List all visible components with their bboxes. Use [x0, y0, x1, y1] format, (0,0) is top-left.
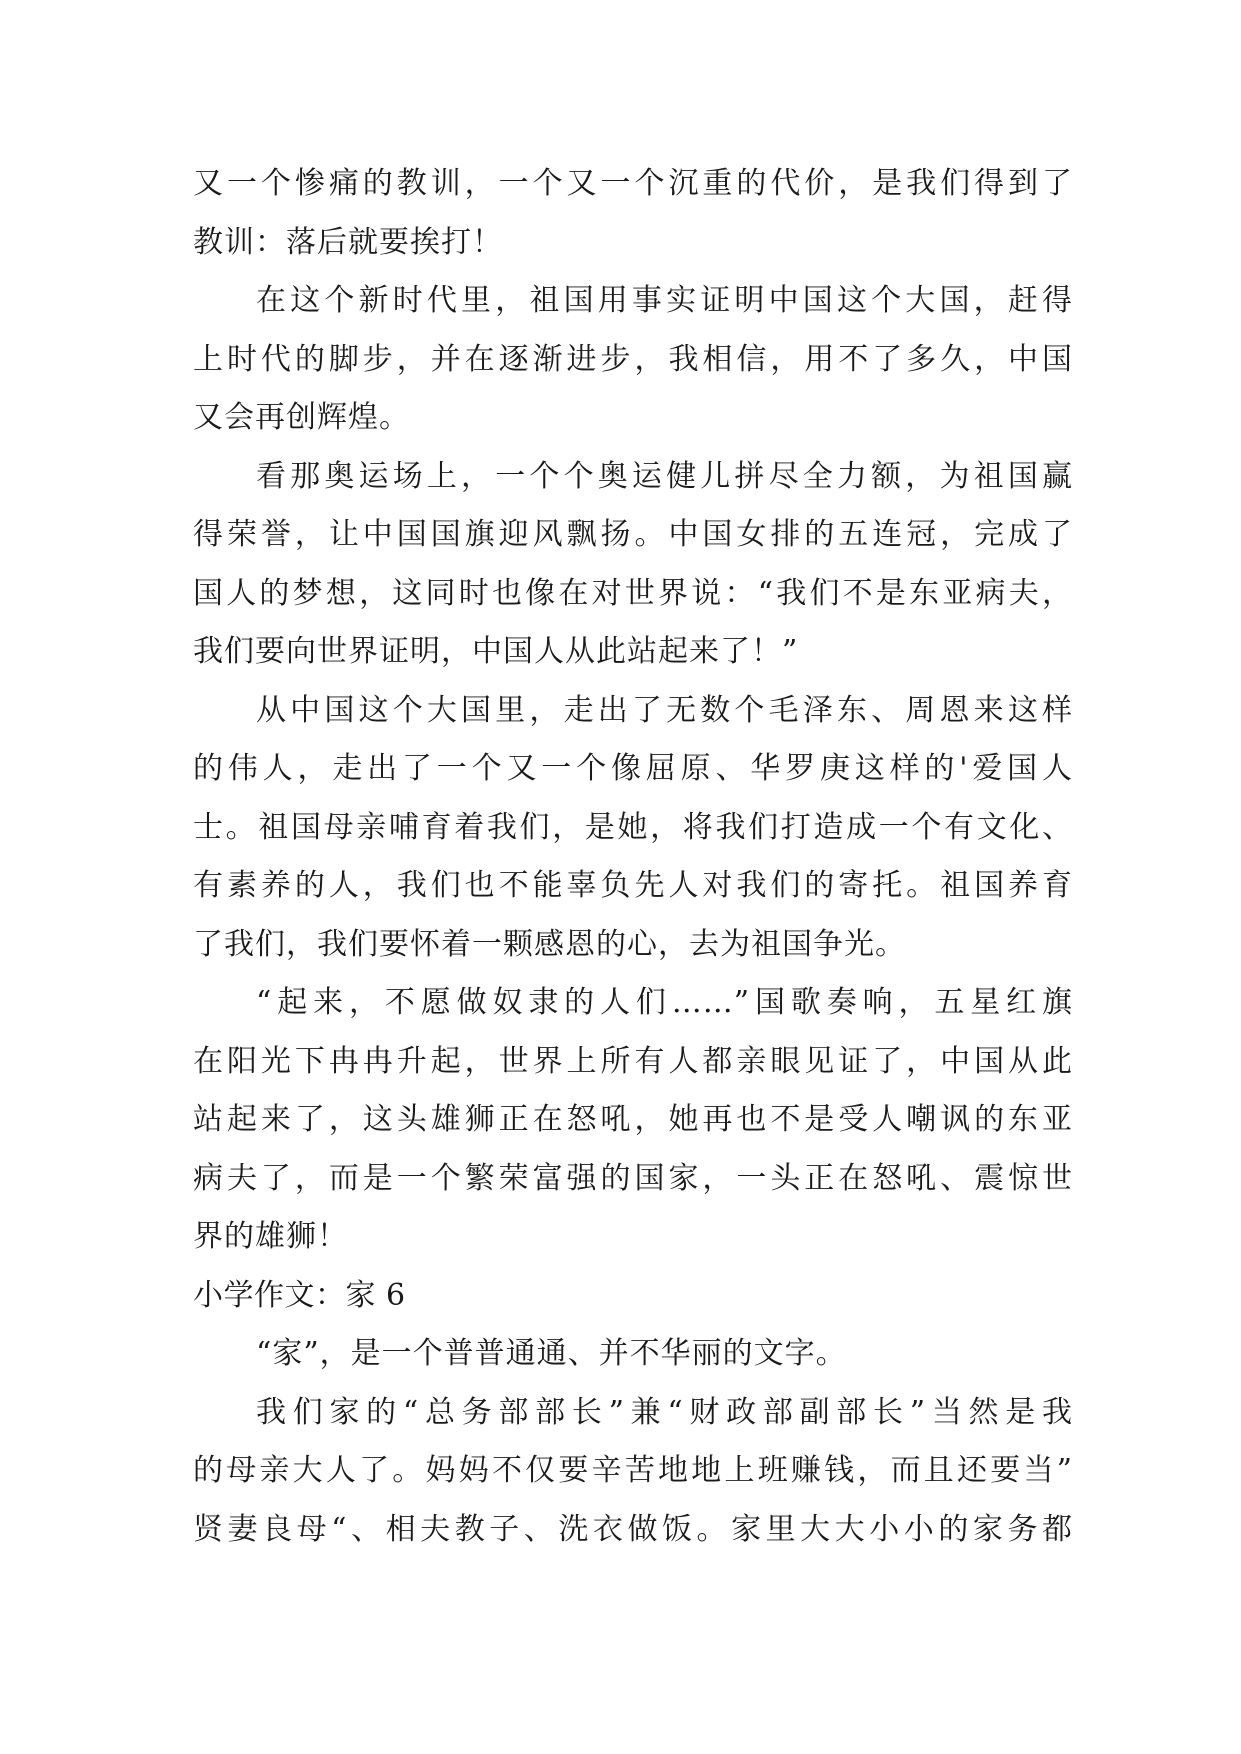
- text-line: 有素养的人，我们也不能辜负先人对我们的寄托。祖国养育: [193, 868, 1073, 903]
- text-line: 上时代的脚步，并在逐渐进步，我相信，用不了多久，中国: [193, 341, 1073, 377]
- section-heading: 小学作文：家 6: [193, 1277, 406, 1313]
- text-line: 得荣誉，让中国国旗迎风飘扬。中国女排的五连冠，完成了: [193, 517, 1073, 552]
- text-line: 界的雄狮！: [193, 1219, 348, 1254]
- text-line: 的母亲大人了。妈妈不仅要辛苦地地上班赚钱，而且还要当”: [193, 1453, 1073, 1488]
- text-line: 又会再创辉煌。: [193, 400, 410, 435]
- paragraph-start-line: 从中国这个大国里，走出了无数个毛泽东、周恩来这样: [256, 692, 1073, 728]
- text-line: 病夫了，而是一个繁荣富强的国家，一头正在怒吼、震惊世: [193, 1160, 1073, 1196]
- essay-text: [193, 155, 1073, 1559]
- text-line: 在阳光下冉冉升起，世界上所有人都亲眼见证了，中国从此: [193, 1043, 1073, 1079]
- paragraph-start-line: 看那奥运场上，一个个奥运健儿拼尽全力额，为祖国赢: [256, 458, 1073, 494]
- text-line: 教训：落后就要挨打！: [193, 224, 503, 260]
- paragraph-start-line: 我们家的“总务部部长”兼“财政部副部长”当然是我: [256, 1394, 1073, 1430]
- text-line: 士。祖国母亲哺育着我们，是她，将我们打造成一个有文化、: [193, 809, 1073, 845]
- paragraph-start-line: “起来，不愿做奴隶的人们……”国歌奏响，五星红旗: [256, 985, 1073, 1020]
- paragraph-start-line: 在这个新时代里，祖国用事实证明中国这个大国，赶得: [256, 283, 1073, 318]
- text-line: 站起来了，这头雄狮正在怒吼，她再也不是受人嘲讽的东亚: [193, 1102, 1073, 1137]
- text-line: 我们要向世界证明，中国人从此站起来了！”: [193, 634, 799, 669]
- text-line: 又一个惨痛的教训，一个又一个沉重的代价，是我们得到了: [193, 166, 1073, 201]
- text-line: 贤妻良母“、相夫教子、洗衣做饭。家里大大小小的家务都: [193, 1511, 1073, 1547]
- text-line: 了我们，我们要怀着一颗感恩的心，去为祖国争光。: [193, 926, 906, 962]
- paragraph-start-line: “家”，是一个普普通通、并不华丽的文字。: [256, 1336, 847, 1371]
- text-line: 的伟人，走出了一个又一个像屈原、华罗庚这样的'爱国人: [193, 751, 1073, 786]
- text-line: 国人的梦想，这同时也像在对世界说：“我们不是东亚病夫，: [193, 575, 1073, 611]
